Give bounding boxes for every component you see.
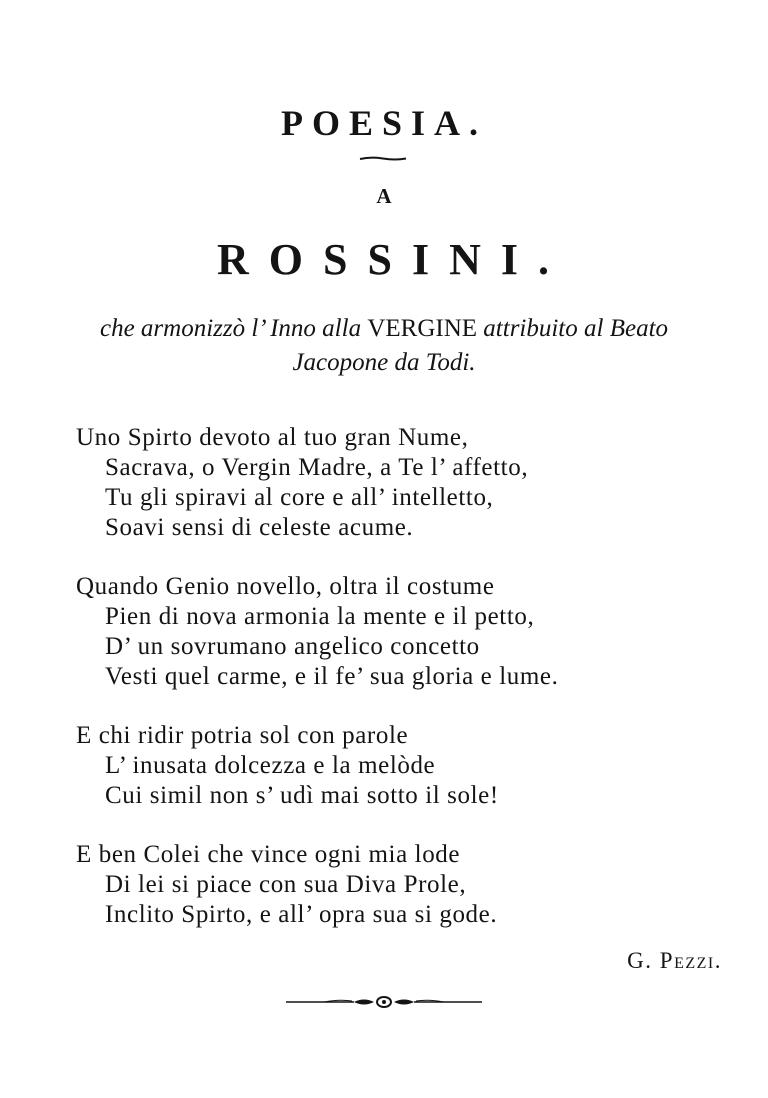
verse-line: Pien di nova armonia la mente e il petto, bbox=[105, 603, 535, 630]
dedication-text-a: che armonizzò l’ Inno alla bbox=[99, 315, 368, 342]
verse-line: Di lei si piace con sua Diva Prole, bbox=[105, 871, 467, 898]
author-initial: G. bbox=[627, 948, 653, 973]
stanza-1 bbox=[76, 423, 736, 543]
verse-line: Tu gli spiravi al core e all’ intelletto, bbox=[105, 484, 494, 511]
dedication-subtitle bbox=[40, 312, 728, 380]
stanza-2 bbox=[76, 572, 736, 692]
author-surname: Pezzi. bbox=[659, 948, 722, 973]
verse-line: Uno Spirto devoto al tuo gran Nume, bbox=[76, 424, 469, 451]
dedication-preposition: A bbox=[376, 184, 392, 208]
stanza-3 bbox=[76, 721, 736, 811]
verse-line: Quando Genio novello, oltra il costume bbox=[76, 573, 495, 600]
verse-line: Inclito Spirto, e all’ opra sua si gode. bbox=[105, 901, 498, 928]
page-title: POESIA. bbox=[280, 103, 488, 143]
dedication-vergine: VERGINE bbox=[367, 315, 478, 342]
dedicatee-name: ROSSINI. bbox=[217, 235, 569, 284]
dedication-line-2: Jacopone da Todi. bbox=[292, 349, 476, 376]
wavy-rule-ornament bbox=[359, 156, 407, 161]
author-signature bbox=[627, 948, 722, 974]
verse-line: Cui simil non s’ udì mai sotto il sole! bbox=[105, 782, 499, 809]
verse-line: L’ inusata dolcezza e la melòde bbox=[105, 752, 436, 779]
sonnet bbox=[76, 423, 736, 959]
verse-line: Vesti quel carme, e il fe’ sua gloria e lume. bbox=[105, 663, 559, 690]
verse-line: E chi ridir potria sol con parole bbox=[76, 722, 409, 749]
verse-line: D’ un sovrumano angelico concetto bbox=[105, 633, 480, 660]
verse-line: Sacrava, o Vergin Madre, a Te l’ affetto, bbox=[105, 454, 529, 481]
verse-line: E ben Colei che vince ogni mia lode bbox=[76, 841, 461, 868]
scroll-tailpiece-ornament bbox=[284, 994, 484, 1010]
verse-line: Soavi sensi di celeste acume. bbox=[105, 514, 414, 541]
dedication-text-b: attribuito al Beato bbox=[477, 315, 669, 342]
stanza-4 bbox=[76, 840, 736, 930]
dedication-line-1 bbox=[40, 312, 728, 346]
